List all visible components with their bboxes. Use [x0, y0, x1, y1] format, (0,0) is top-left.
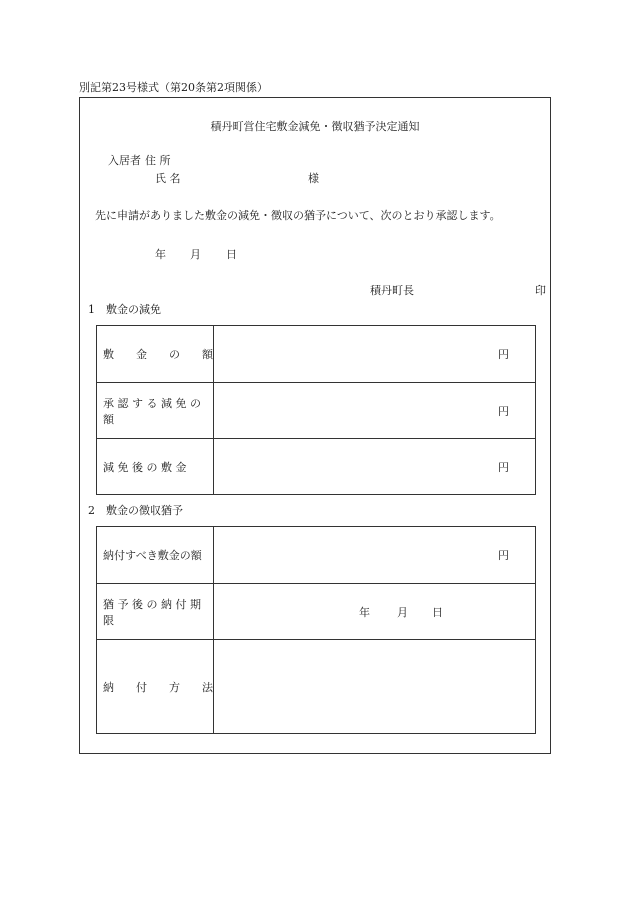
payment-method-label: 納 付 方 法 [97, 640, 214, 734]
yen-unit: 円 [498, 549, 509, 562]
deposit-after-reduction-field[interactable] [214, 439, 536, 495]
table-row [97, 527, 536, 584]
year-label: 年 [155, 248, 166, 261]
deferred-deadline-field[interactable] [214, 584, 536, 640]
seal-mark: 印 [535, 284, 546, 297]
honorific-sama: 様 [308, 172, 319, 185]
mayor-title: 積丹町長 [370, 284, 414, 297]
document-title: 積丹町営住宅敷金減免・徴収猶予決定通知 [210, 120, 420, 133]
payable-deposit-field[interactable] [214, 527, 536, 584]
form-number-label: 別記第23号様式（第20条第2項関係） [79, 81, 268, 94]
deposit-amount-label: 敷 金 の 額 [97, 326, 214, 383]
section-heading-reduction: 1 敷金の減免 [88, 303, 161, 316]
day-label: 日 [432, 605, 443, 619]
name-label: 氏 名 [155, 172, 181, 185]
address-label: 住 所 [145, 154, 171, 167]
reduction-table [96, 325, 536, 495]
day-label: 日 [226, 248, 237, 261]
table-row [97, 326, 536, 383]
table-row [97, 584, 536, 640]
resident-label: 入居者 [108, 154, 141, 167]
table-row [97, 439, 536, 495]
deferral-table [96, 526, 536, 734]
payment-method-field[interactable] [214, 640, 536, 734]
table-row [97, 383, 536, 439]
yen-unit: 円 [498, 404, 509, 418]
deposit-after-reduction-label: 減 免 後 の 敷 金 [97, 439, 214, 495]
approved-reduction-label: 承 認 す る 減 免 の 額 [97, 383, 214, 439]
month-label: 月 [397, 605, 408, 619]
payable-deposit-label: 納付すべき敷金の額 [97, 527, 214, 584]
yen-unit: 円 [498, 460, 509, 474]
table-row [97, 640, 536, 734]
deferred-deadline-label: 猶 予 後 の 納 付 期 限 [97, 584, 214, 640]
month-label: 月 [190, 248, 201, 261]
approved-reduction-field[interactable] [214, 383, 536, 439]
approval-statement: 先に申請がありました敷金の減免・徴収の猶予について、次のとおり承認します。 [95, 209, 501, 222]
yen-unit: 円 [498, 348, 509, 361]
year-label: 年 [359, 605, 370, 619]
deposit-amount-field[interactable] [214, 326, 536, 383]
section-heading-deferral: 2 敷金の徴収猶予 [88, 504, 183, 517]
